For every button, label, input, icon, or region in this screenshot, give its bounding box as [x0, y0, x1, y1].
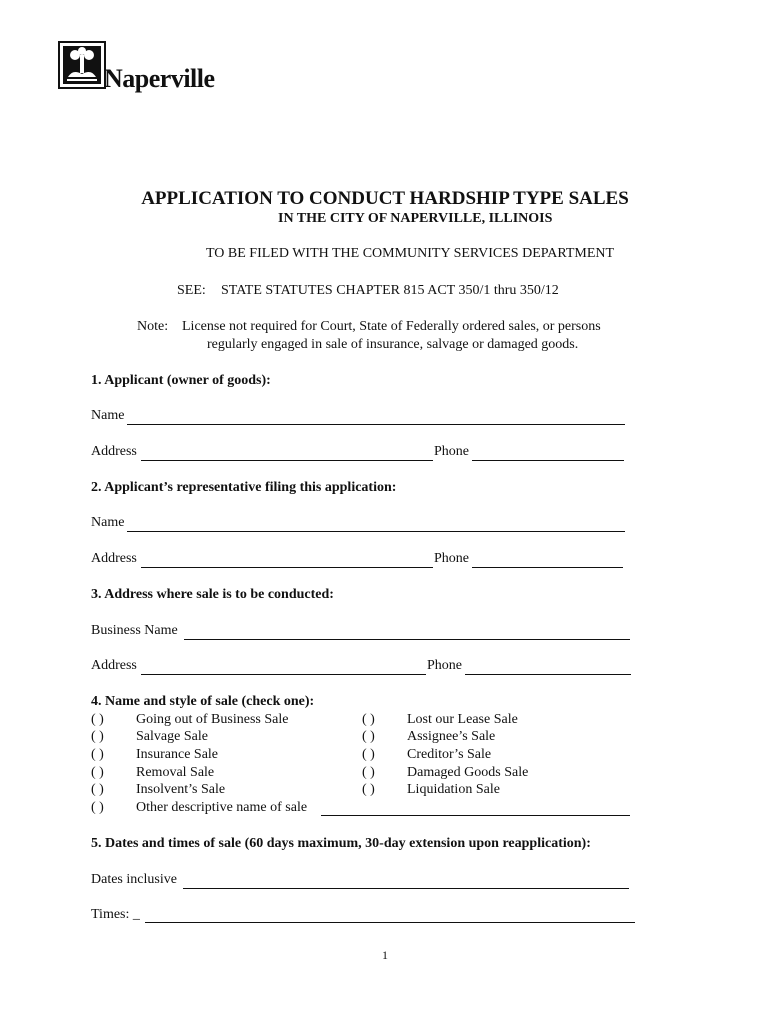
page-title: APPLICATION TO CONDUCT HARDSHIP TYPE SALES: [141, 188, 629, 209]
sale-type-checkbox[interactable]: ( ): [362, 712, 375, 727]
applicant-phone-field[interactable]: [472, 460, 624, 461]
sale-type-checkbox[interactable]: ( ): [91, 747, 104, 762]
representative-address-field[interactable]: [141, 567, 433, 568]
section-3-heading: 3. Address where sale is to be conducted:: [91, 587, 334, 602]
representative-phone-label: Phone: [434, 551, 469, 566]
note-line-1: License not required for Court, State of Federally ordered sales, or persons: [182, 319, 601, 334]
sale-type-option: Lost our Lease Sale: [407, 712, 518, 727]
sale-type-option: Insurance Sale: [136, 747, 219, 762]
sale-type-checkbox[interactable]: ( ): [91, 782, 104, 797]
page-subtitle: IN THE CITY OF NAPERVILLE, ILLINOIS: [278, 211, 553, 226]
sale-type-option: Removal Sale: [136, 765, 215, 780]
applicant-phone-label: Phone: [434, 444, 469, 459]
section-4-heading: 4. Name and style of sale (check one):: [91, 694, 315, 709]
sale-type-checkbox[interactable]: ( ): [362, 729, 375, 744]
applicant-address-field[interactable]: [141, 460, 433, 461]
sale-type-option: Salvage Sale: [136, 729, 208, 744]
applicant-address-label: Address: [91, 444, 137, 459]
business-name-label: Business Name: [91, 623, 178, 638]
representative-address-label: Address: [91, 551, 137, 566]
dates-inclusive-label: Dates inclusive: [91, 872, 177, 887]
statute-reference: STATE STATUTES CHAPTER 815 ACT 350/1 thru 350/12: [221, 283, 559, 298]
sale-type-checkbox[interactable]: ( ): [91, 800, 104, 815]
representative-name-field[interactable]: [127, 531, 625, 532]
sale-type-option: Damaged Goods Sale: [407, 765, 529, 780]
sale-type-option: Insolvent’s Sale: [136, 782, 226, 797]
sale-phone-field[interactable]: [465, 674, 631, 675]
sale-type-option: Creditor’s Sale: [407, 747, 492, 762]
section-1-heading: 1. Applicant (owner of goods):: [91, 373, 271, 388]
section-2-heading: 2. Applicant’s representative filing this application:: [91, 480, 397, 495]
note-line-2: regularly engaged in sale of insurance, salvage or damaged goods.: [207, 337, 579, 352]
section-5-heading: 5. Dates and times of sale (60 days maximum, 30-day extension upon reapplication):: [91, 836, 591, 851]
sale-phone-label: Phone: [427, 658, 462, 673]
logo-wordmark: Naperville: [104, 64, 215, 93]
sale-type-checkbox[interactable]: ( ): [362, 782, 375, 797]
sale-type-option: Going out of Business Sale: [136, 712, 289, 727]
times-field[interactable]: [145, 922, 635, 923]
note-label: Note:: [137, 319, 169, 334]
applicant-name-label: Name: [91, 408, 125, 423]
sale-type-option: Liquidation Sale: [407, 782, 500, 797]
sale-type-checkbox[interactable]: ( ): [91, 765, 104, 780]
see-label: SEE:: [177, 283, 206, 298]
sale-type-checkbox[interactable]: ( ): [362, 765, 375, 780]
business-name-field[interactable]: [184, 639, 630, 640]
applicant-name-field[interactable]: [127, 424, 625, 425]
naperville-logo: [58, 41, 106, 89]
other-sale-name-label: Other descriptive name of sale: [136, 800, 308, 815]
sale-type-checkbox[interactable]: ( ): [91, 729, 104, 744]
naperville-emblem-icon: [58, 41, 106, 89]
representative-name-label: Name: [91, 515, 125, 530]
filed-with-text: TO BE FILED WITH THE COMMUNITY SERVICES DEPARTMENT: [206, 246, 615, 261]
sale-type-checkbox[interactable]: ( ): [91, 712, 104, 727]
sale-address-label: Address: [91, 658, 137, 673]
representative-phone-field[interactable]: [472, 567, 623, 568]
other-sale-name-field[interactable]: [321, 815, 630, 816]
sale-type-option: Assignee’s Sale: [407, 729, 496, 744]
times-label: Times: _: [91, 907, 140, 922]
sale-type-checkbox[interactable]: ( ): [362, 747, 375, 762]
sale-address-field[interactable]: [141, 674, 426, 675]
page-number: 1: [382, 948, 388, 962]
dates-inclusive-field[interactable]: [183, 888, 629, 889]
